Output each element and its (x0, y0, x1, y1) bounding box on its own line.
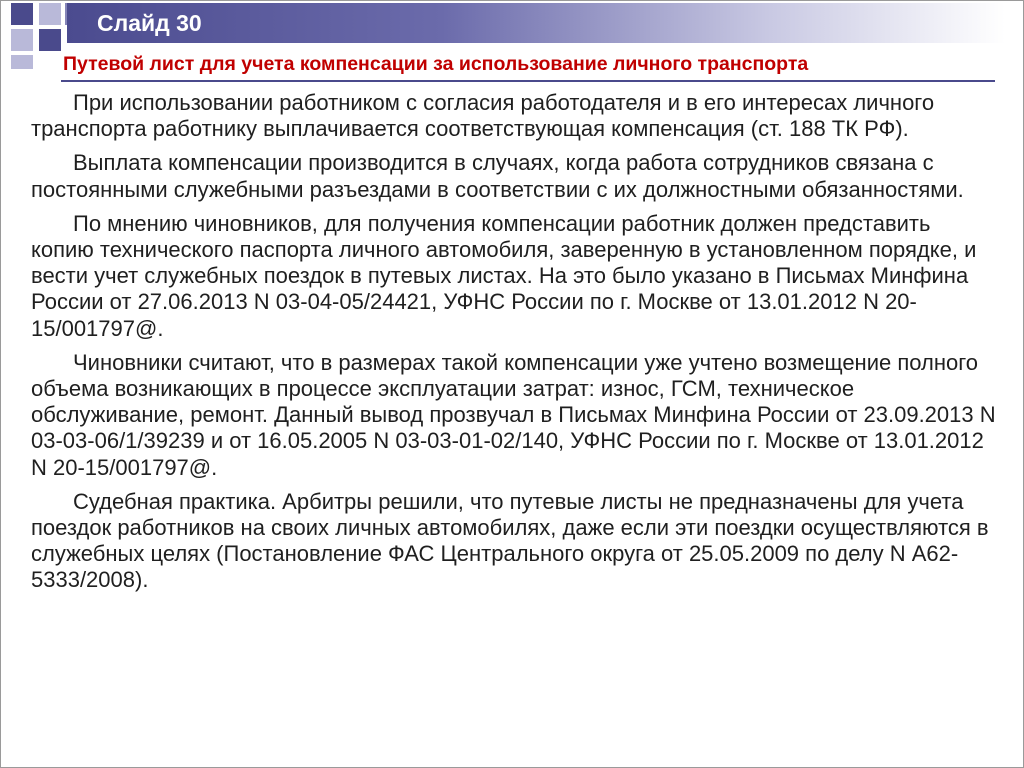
decor-square (39, 29, 61, 51)
decor-square (11, 3, 33, 25)
decor-square (11, 29, 33, 51)
slide-body (31, 90, 999, 602)
title-bar (67, 3, 1005, 43)
body-paragraph: Судебная практика. Арбитры решили, что путевые листы не предназначены для учета поездок работников на своих личных автомобилях, даже если эти поездки осуществляются в служебных целях (Постановление ФАС Центрального округа от 25.05.2009 по делу N А62-5333/2008). (31, 488, 989, 593)
slide-title: Слайд 30 (97, 10, 202, 36)
slide-subtitle: Путевой лист для учета компенсации за использование личного транспорта (63, 53, 809, 75)
body-paragraph: При использовании работником с согласия работодателя и в его интересах личного транспорта работнику выплачивается соответствующая компенсация (ст. 188 ТК РФ). (31, 90, 935, 142)
body-paragraph: Чиновники считают, что в размерах такой компенсации уже учтено возмещение полного объема возникающих в процессе эксплуатации затрат: износ, ГСМ, техническое обслуживание, ремонт. Данный вывод прозвучал в Письмах Минфина России от 23.09.2013 N 03-03-06/1/39239 и от 16.05.2005 N 03-03-01-02/140, УФНС России по г. Москве от 13.01.2012 N 20-15/001797@. (31, 349, 996, 480)
body-paragraph: Выплата компенсации производится в случаях, когда работа сотрудников связана с постоянными служебными разъездами в соответствии с их должностными обязанностями. (31, 150, 964, 202)
body-paragraph: По мнению чиновников, для получения компенсации работник должен представить копию технического паспорта личного автомобиля, заверенную в установленном порядке, и вести учет служебных поездок в путевых листах. На это было указано в Письмах Минфина России от 27.06.2013 N 03-04-05/24421, УФНС России по г. Москве от 13.01.2012 N 20-15/001797@. (31, 210, 977, 341)
title-divider (61, 80, 995, 82)
decor-square (11, 55, 33, 69)
decor-square (39, 3, 61, 25)
